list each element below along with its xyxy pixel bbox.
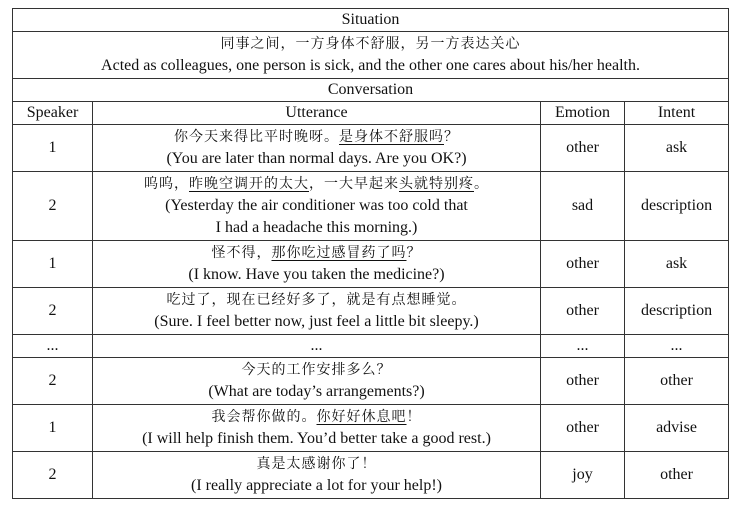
zh-text: 怪不得，: [211, 245, 272, 261]
intent-cell: other: [625, 358, 729, 405]
table-row: [13, 405, 729, 452]
intent-cell: advise: [625, 405, 729, 452]
intent-cell: ask: [625, 241, 729, 288]
conversation-title: Conversation: [13, 79, 729, 102]
zh-text: 你今天来得比平时晚呀。: [174, 129, 339, 145]
table-row: [13, 125, 729, 172]
utterance-cell: [93, 288, 541, 335]
zh-underlined-text: 昨晚空调开的太大: [189, 176, 309, 192]
utterance-english: (I will help finish them. You’d better take a good rest.): [142, 430, 491, 447]
situation-title: Situation: [13, 9, 729, 32]
dialogue-table: [12, 8, 729, 499]
utterance-english: (What are today’s arrangements?): [208, 383, 425, 400]
utterance-cell: [93, 358, 541, 405]
speaker-cell: 1: [13, 241, 93, 288]
utterance-english: (I really appreciate a lot for your help!): [191, 477, 442, 494]
situation-title-row: [13, 9, 729, 32]
emotion-cell: other: [541, 358, 625, 405]
table-row: [13, 288, 729, 335]
zh-punct: ？: [406, 245, 422, 261]
zh-underlined-text: 头就特别疼: [399, 176, 474, 192]
zh-text: ，一大早起来: [309, 176, 399, 192]
intent-cell: other: [625, 452, 729, 499]
intent-cell: description: [625, 172, 729, 241]
emotion-cell: other: [541, 405, 625, 452]
conversation-title-row: [13, 79, 729, 102]
emotion-cell: sad: [541, 172, 625, 241]
utterance-english: (You are later than normal days. Are you OK?): [166, 150, 467, 167]
speaker-cell: 1: [13, 405, 93, 452]
utterance-chinese: [97, 406, 536, 428]
situation-cell: [13, 32, 729, 79]
zh-underlined-text: 那你吃过感冒药了吗: [271, 245, 407, 261]
utterance-english: (Sure. I feel better now, just feel a little bit sleepy.): [154, 313, 479, 330]
zh-underlined-text: 是身体不舒服吗: [339, 129, 444, 145]
emotion-cell: joy: [541, 452, 625, 499]
zh-text: 我会帮你做的。: [211, 409, 317, 425]
emotion-cell: other: [541, 288, 625, 335]
table-row: [13, 452, 729, 499]
header-utterance: Utterance: [93, 102, 541, 125]
zh-underlined-text: 你好好休息吧: [316, 409, 407, 425]
utterance-chinese: 真是太感谢你了！: [256, 456, 377, 472]
zh-punct: 。: [474, 176, 489, 192]
emotion-cell: other: [541, 241, 625, 288]
table-row: [13, 172, 729, 241]
utterance-english-line1: (Yesterday the air conditioner was too cold that: [165, 197, 468, 214]
utterance-chinese: [97, 173, 536, 195]
emotion-cell: ...: [541, 335, 625, 358]
header-intent: Intent: [625, 102, 729, 125]
emotion-cell: other: [541, 125, 625, 172]
zh-punct: ！: [406, 409, 422, 425]
table-row: [13, 241, 729, 288]
utterance-chinese: 吃过了，现在已经好多了，就是有点想睡觉。: [166, 292, 467, 308]
utterance-cell: [93, 241, 541, 288]
table-row: [13, 358, 729, 405]
zh-punct: ？: [444, 129, 459, 145]
intent-cell: description: [625, 288, 729, 335]
zh-text: 呜呜，: [144, 176, 189, 192]
utterance-english-line2: I had a headache this morning.): [215, 219, 418, 236]
utterance-english: (I know. Have you taken the medicine?): [188, 266, 445, 283]
speaker-cell: ...: [13, 335, 93, 358]
situation-chinese: 同事之间，一方身体不舒服，另一方表达关心: [220, 36, 521, 52]
utterance-cell: [93, 172, 541, 241]
ellipsis-row: [13, 335, 729, 358]
utterance-cell: [93, 452, 541, 499]
utterance-chinese: [97, 242, 536, 264]
utterance-cell: ...: [93, 335, 541, 358]
intent-cell: ask: [625, 125, 729, 172]
utterance-cell: [93, 405, 541, 452]
speaker-cell: 1: [13, 125, 93, 172]
header-emotion: Emotion: [541, 102, 625, 125]
speaker-cell: 2: [13, 172, 93, 241]
header-speaker: Speaker: [13, 102, 93, 125]
utterance-cell: [93, 125, 541, 172]
speaker-cell: 2: [13, 358, 93, 405]
header-row: [13, 102, 729, 125]
intent-cell: ...: [625, 335, 729, 358]
situation-row: [13, 32, 729, 79]
situation-english: Acted as colleagues, one person is sick, and the other one cares about his/her health.: [101, 57, 640, 74]
utterance-chinese: [97, 126, 536, 148]
speaker-cell: 2: [13, 452, 93, 499]
speaker-cell: 2: [13, 288, 93, 335]
utterance-chinese: 今天的工作安排多么？: [241, 362, 392, 378]
